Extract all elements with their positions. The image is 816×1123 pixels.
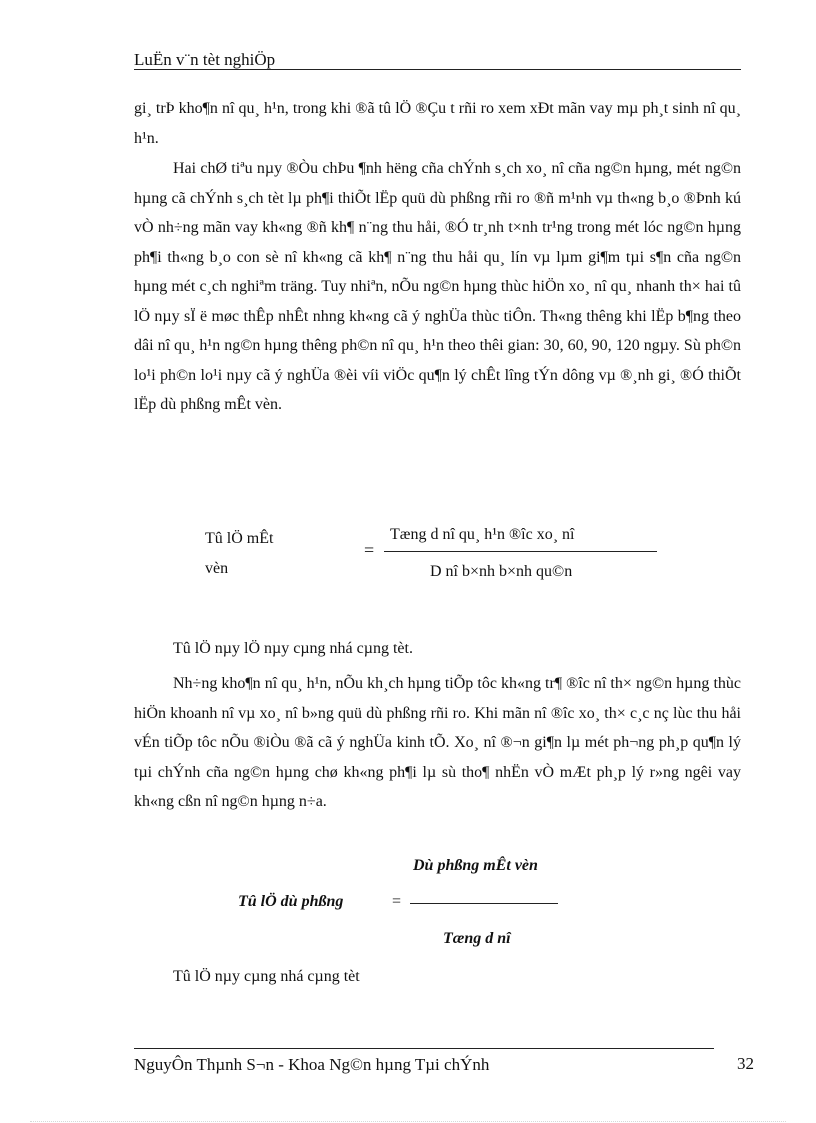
- paragraph-5: Tû lÖ nµy cµng nhá cµng tèt: [173, 968, 360, 985]
- paragraph-1: gi¸ trÞ kho¶n nî qu¸ h¹n, trong khi ®ã tû lÖ ®Çu t rñi ro xem xÐt mãn vay mµ ph¸t sinh nî qu¸ h¹n.: [134, 100, 741, 147]
- header-title: LuËn v¨n tèt nghiÖp: [134, 50, 276, 69]
- formula2-label: Tû lÖ dù phßng: [238, 893, 344, 910]
- formula2-fraction-bar: [410, 903, 558, 904]
- page-bottom-border: [30, 1121, 786, 1122]
- footer-divider: [134, 1048, 714, 1049]
- formula1-numerator: Tæng d nî qu¸ h¹n ®îc xo¸ nî: [390, 526, 575, 543]
- formula1-label-line2: vèn: [205, 560, 229, 577]
- footer-author: NguyÔn Thµnh S¬n - Khoa Ng©n hµng Tµi chÝnh: [134, 1055, 490, 1074]
- formula1-denominator: D nî b×nh b×nh qu©n: [430, 563, 573, 580]
- paragraph-2: Hai chØ tiªu nµy ®Òu chÞu ¶nh hëng cña chÝnh s¸ch xo¸ nî cña ng©n hµng, mét ng©n hµng cã chÝnh s¸ch tèt lµ ph¶i thiÕt lËp quü dù phßng rñi ro ®ñ m¹nh vµ th«ng b¸o ®Þnh kú vÒ nh÷ng mãn vay kh«ng ®ñ kh¶ n¨ng thu håi, ®Ó tr¸nh t×nh tr¹ng trong mét lóc ng©n hµng ph¶i th«ng b¸o con sè nî kh«ng cã kh¶ n¨ng thu håi qu¸ lín vµ lµm gi¶m tµi s¶n cña ng©n hµng mét c¸ch nghiªm träng. Tuy nhiªn, nÕu ng©n hµng thùc hiÖn xo¸ nî qu¸ nhanh th× hai tû lÖ nµy sÏ ë møc thÊp nhÊt nhng kh«ng cã ý nghÜa thùc tiÔn. Th«ng thêng khi lËp b¶ng theo dâi nî qu¸ h¹n ng©n hµng thêng ph©n nî qu¸ h¹n theo thêi gian: 30, 60, 90, 120 ngµy. Sù ph©n lo¹i ph©n lo¹i nµy cã ý nghÜa ®èi víi viÖc qu¶n lý chÊt lîng tÝn dông vµ ®¸nh gi¸ ®Ó thiÕt lËp dù phßng mÊt vèn.: [134, 160, 741, 413]
- formula1-fraction-bar: [384, 551, 657, 552]
- formula2-numerator: Dù phßng mÊt vèn: [413, 857, 538, 874]
- formula2-denominator: Tæng d nî: [443, 930, 511, 947]
- paragraph-3: Tû lÖ nµy lÖ nµy cµng nhá cµng tèt.: [173, 640, 413, 657]
- paragraph-4: Nh÷ng kho¶n nî qu¸ h¹n, nÕu kh¸ch hµng tiÕp tôc kh«ng tr¶ ®îc nî th× ng©n hµng thùc hiÖn khoanh nî vµ xo¸ nî b»ng quü dù phßng rñi ro. Khi mãn nî ®îc xo¸ th× c¸c nç lùc thu håi vÉn tiÕp tôc nÕu ®iÒu ®ã cã ý nghÜa kinh tÕ. Xo¸ nî ®¬n gi¶n lµ mét ph¬ng ph¸p qu¶n lý tµi chÝnh cña ng©n hµng chø kh«ng ph¶i lµ sù tho¶ nhËn vÒ mÆt ph¸p lý r»ng ngêi vay kh«ng cßn nî ng©n hµng n÷a.: [134, 675, 741, 810]
- formula1-equals: =: [364, 540, 375, 560]
- formula1-label-line1: Tû lÖ mÊt: [205, 530, 274, 547]
- page-number: 32: [737, 1054, 754, 1073]
- formula2-equals: =: [392, 893, 402, 910]
- header-divider: [134, 69, 741, 70]
